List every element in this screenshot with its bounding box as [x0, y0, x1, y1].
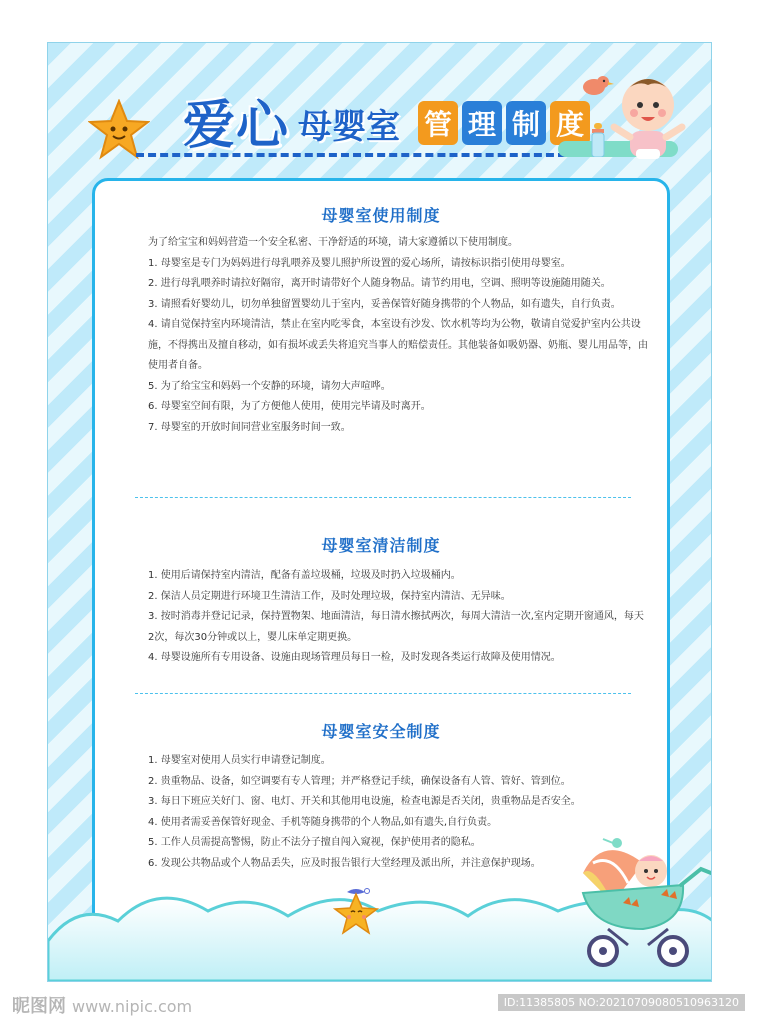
paragraph: 4. 母婴设施所有专用设备、设施由现场管理员每日一检，及时发现各类运行故障及使用情况。: [148, 652, 561, 663]
star-icon: [88, 99, 150, 161]
star-icon: [333, 888, 379, 936]
bottle-icon: [591, 123, 605, 157]
paragraph: 6. 母婴室空间有限，为了方便他人使用，使用完毕请及时离开。: [148, 401, 431, 412]
paragraph: 2. 进行母乳喂养时请拉好隔帘，离开时请带好个人随身物品。请节约用电，空调、照明等设施随用随关。: [148, 278, 611, 289]
section-divider: [135, 693, 631, 694]
section-body-usage: [148, 233, 648, 438]
paragraph: 1. 母婴室是专门为妈妈进行母乳喂养及婴儿照护所设置的爱心场所，请按标识指引使用母婴室。: [148, 257, 571, 269]
paragraph: 5. 工作人员需提高警惕，防止不法分子擅自闯入窥视，保护使用者的隐私。: [148, 837, 481, 848]
section-divider: [135, 497, 631, 498]
paragraph: 3. 请照看好婴幼儿，切勿单独留置婴幼儿于室内，妥善保管好随身携带的个人物品，如有遗失，自行负责。: [148, 298, 621, 310]
paragraph: 5. 为了给宝宝和妈妈一个安静的环境，请勿大声喧哗。: [148, 380, 391, 392]
watermark-site: www.nipic.com: [72, 997, 193, 1016]
section-title-usage: 母婴室使用制度: [321, 206, 441, 225]
title-underline: [136, 153, 566, 161]
paragraph: 7. 母婴室的开放时间同营业室服务时间一致。: [148, 421, 351, 433]
title-tag: 制: [506, 101, 546, 145]
paragraph: 3. 按时消毒并登记记录，保持置物架、地面清洁，每日清水擦拭两次，每周大清洁一次,室内定期开窗通风，每天2次，每次30分钟或以上，婴儿床单定期更换。: [148, 611, 644, 643]
paragraph: 1. 母婴室对使用人员实行申请登记制度。: [148, 755, 331, 766]
watermark-brand: [12, 992, 192, 1018]
title-sub: 母婴室: [298, 107, 400, 147]
paragraph: 1. 使用后请保持室内清洁，配备有盖垃圾桶，垃圾及时扔入垃圾桶内。: [148, 570, 461, 581]
baby-icon: [608, 73, 688, 163]
title-tags: [418, 101, 590, 145]
stroller-icon: [573, 833, 712, 973]
section-title-cleaning: 母婴室清洁制度: [321, 536, 441, 555]
paragraph: 2. 保洁人员定期进行环境卫生清洁工作，及时处理垃圾，保持室内清洁、无异味。: [148, 590, 511, 602]
paragraph: 4. 请自觉保持室内环境清洁，禁止在室内吃零食，本室设有沙发、饮水机等均为公物，敬请自觉爱护室内公共设施，不得携出及擅自移动，如有损坏或丢失将追究当事人的赔偿责任。其他装备如吸奶器、奶瓶、婴儿用品等，由使用者自备。: [148, 319, 648, 371]
title-tag: 理: [462, 101, 502, 145]
paragraph: 6. 发现公共物品或个人物品丢失，应及时报告银行大堂经理及派出所，并注意保护现场。: [148, 857, 541, 869]
paragraph: 2. 贵重物品、设备，如空调要有专人管理；并严格登记手续，确保设备有人管、管好、管到位。: [148, 775, 571, 787]
watermark-brand-name: 昵图网: [12, 996, 66, 1017]
section-body-cleaning: [148, 566, 648, 669]
title-tag: 度: [550, 101, 590, 145]
section-title-safety: 母婴室安全制度: [321, 722, 441, 741]
watermark-id: ID:11385805 NO:20210709080510963120: [498, 994, 745, 1011]
title-tag: 管: [418, 101, 458, 145]
title-main: 爱心: [183, 96, 290, 156]
paragraph: 为了给宝宝和妈妈营造一个安全私密、干净舒适的环境，请大家遵循以下使用制度。: [148, 237, 518, 248]
paragraph: 3. 每日下班应关好门、窗、电灯、开关和其他用电设施，检查电源是否关闭，贵重物品是否安全。: [148, 796, 581, 807]
poster: [47, 42, 712, 982]
paragraph: 4. 使用者需妥善保管好现金、手机等随身携带的个人物品,如有遗失,自行负责。: [148, 816, 498, 828]
